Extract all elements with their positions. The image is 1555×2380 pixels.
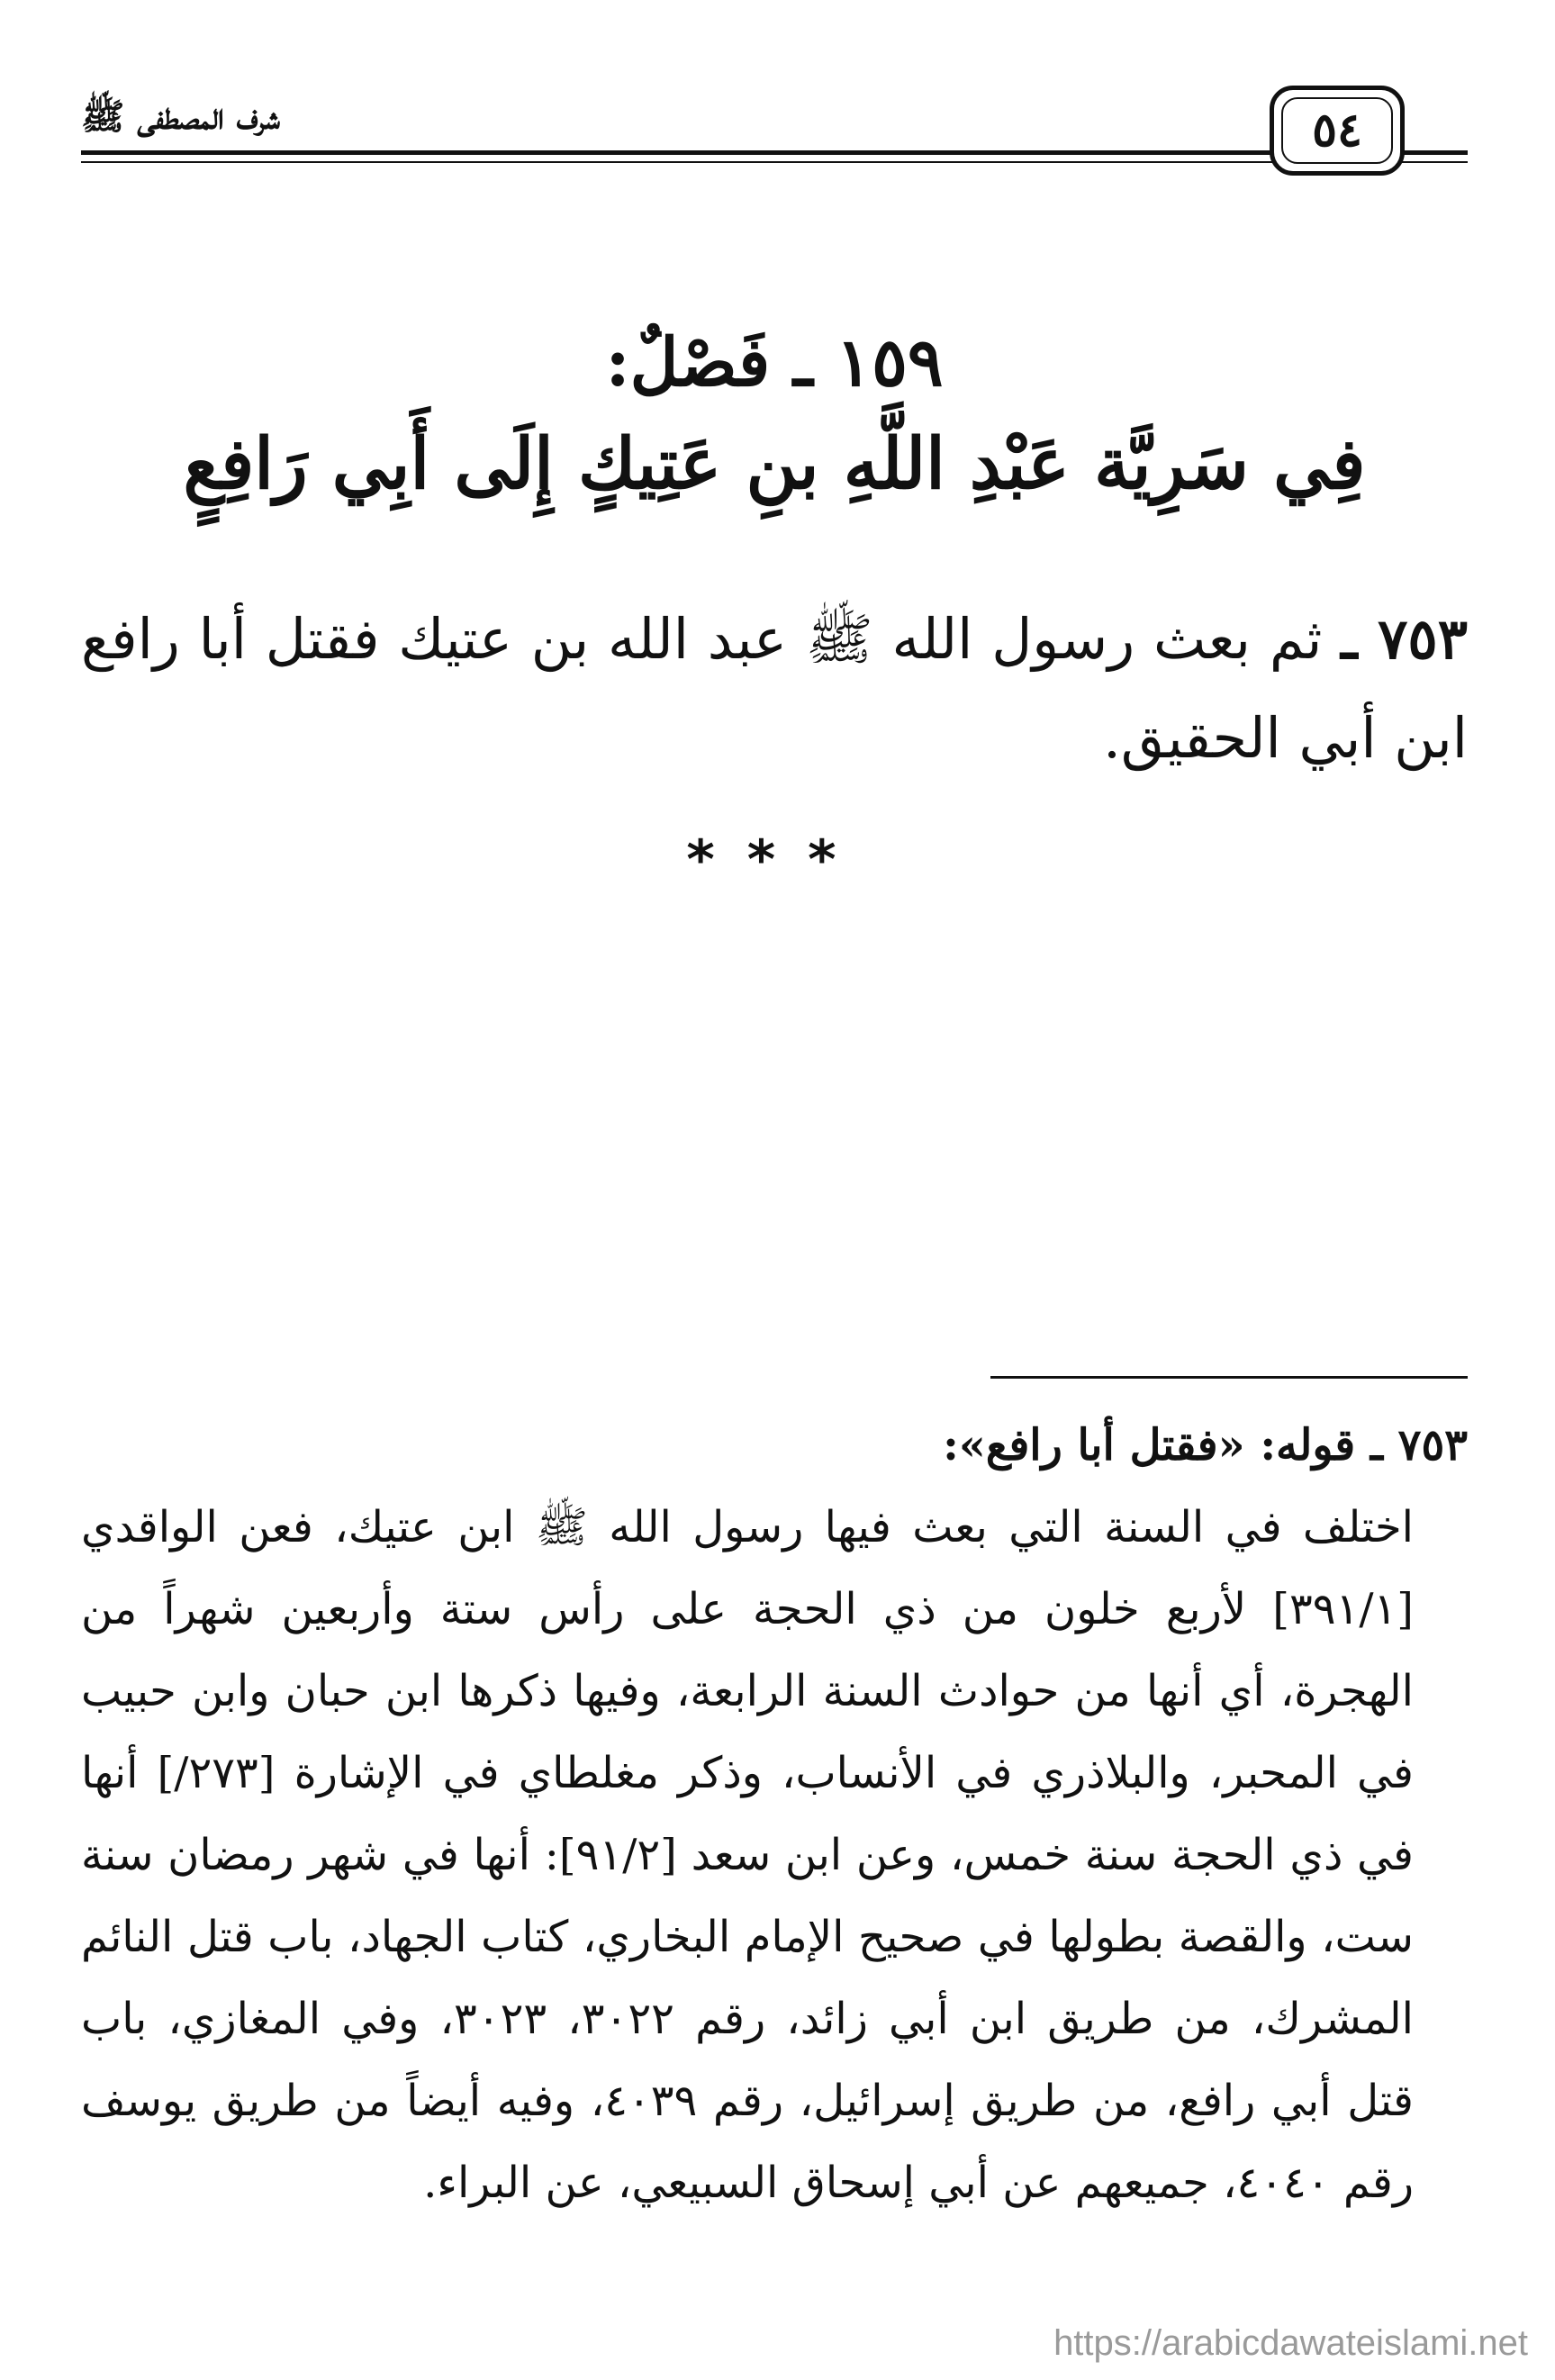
section-number-heading: ١٥٩ ـ فَصْلٌ: — [605, 324, 944, 402]
paragraph-number: ٧٥٣ ـ — [1341, 606, 1469, 672]
stars-separator: *** — [686, 828, 869, 891]
footnote-heading — [81, 1405, 1468, 1487]
footnote — [81, 1405, 1468, 2224]
header-rule-thin — [81, 161, 1468, 163]
footnote-body: اختلف في السنة التي بعث فيها رسول الله ﷺ ابن عتيك، فعن الواقدي [٣٩١/١] لأربع خلون من ذي الحجة على رأس ستة وأربعين شهراً من الهجرة، أي أنها من حوادث السنة الرابعة، وفيها ذكرها ابن حبان وابن حبيب في المحبر، والبلاذري في الأنساب، وذكر مغلطاي في الإشارة [٢٧٣/] أنها في ذي الحجة سنة خمس، وعن ابن سعد [٩١/٢]: أنها في شهر رمضان سنة ست، والقصة بطولها في صحيح الإمام البخاري، كتاب الجهاد، باب قتل النائم المشرك، من طريق ابن أبي زائد، رقم ٣٠٢٢، ٣٠٢٣، وفي المغازي، باب قتل أبي رافع، من طريق إسرائيل، رقم ٤٠٣٩، وفيه أيضاً من طريق يوسف رقم ٤٠٤٠، جميعهم عن أبي إسحاق السبيعي، عن البراء. — [81, 1502, 1415, 2208]
page-number: ٥٤ — [1312, 103, 1362, 158]
page-number-frame — [1270, 86, 1405, 176]
section-title-heading: فِي سَرِيَّة عَبْدِ اللَّهِ بنِ عَتِيكٍ إِلَى أَبِي رَافِعٍ — [183, 423, 1366, 505]
watermark-url: https://arabicdawateislami.net — [1053, 2323, 1528, 2363]
footnote-number: ٧٥٣ ـ — [1370, 1420, 1468, 1471]
running-header — [81, 86, 1468, 185]
running-title: شرف المصطفى ﷺ — [81, 95, 289, 147]
main-paragraph — [81, 590, 1468, 788]
footnote-label: قوله: «فقتل أبا رافع»: — [943, 1420, 1356, 1471]
footnote-divider — [990, 1376, 1468, 1379]
paragraph-text: ثم بعث رسول الله ﷺ عبد الله بن عتيك فقتل أبا رافع ابن أبي الحقيق. — [81, 606, 1468, 771]
header-rule-thick — [81, 150, 1468, 155]
